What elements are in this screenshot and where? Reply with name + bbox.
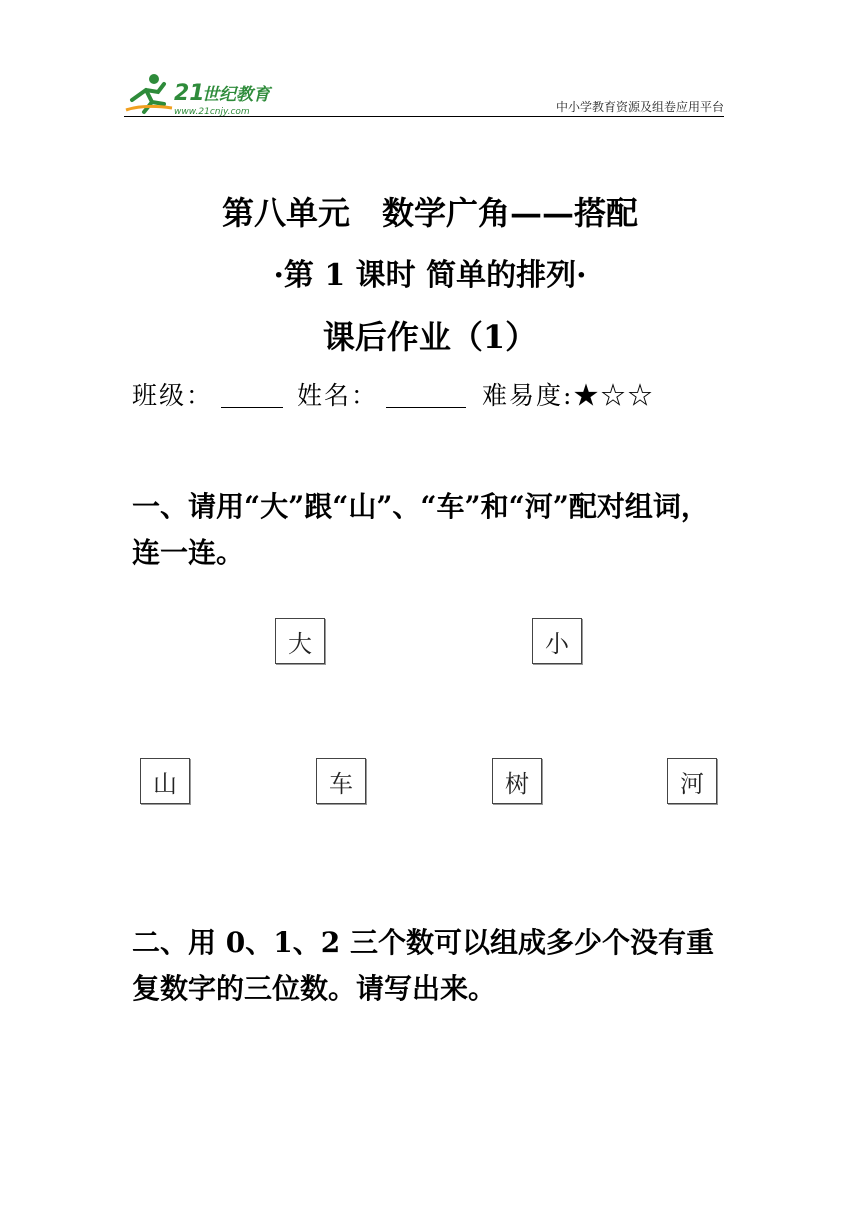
word-box-bottom[interactable]: 车 [316, 758, 366, 804]
svg-text:21: 21 [174, 81, 205, 106]
class-label: 班级： [132, 381, 214, 410]
svg-text:www.21cnjy.com: www.21cnjy.com [174, 107, 250, 117]
unit-title: 第八单元 数学广角——搭配 [221, 194, 638, 232]
page-header [124, 62, 724, 118]
difficulty-label: 难易度: [482, 381, 574, 410]
question-2: 二、用 0、1、2 三个数可以组成多少个没有重复数字的三位数。请写出来。 [132, 926, 714, 1005]
name-label: 姓名： [297, 381, 379, 410]
student-info-row [132, 376, 654, 412]
word-box-top[interactable]: 小 [532, 618, 582, 664]
word-box-top[interactable]: 大 [275, 618, 325, 664]
word-box-bottom[interactable]: 树 [492, 758, 542, 804]
svg-text:世纪教育: 世纪教育 [202, 85, 270, 105]
question-1: 一、请用“大”跟“山”、“车”和“河”配对组词，连一连。 [132, 490, 709, 569]
class-blank[interactable] [221, 381, 283, 408]
lesson-title: ·第 1 课时 简单的排列· [273, 258, 587, 293]
word-box-bottom[interactable]: 河 [667, 758, 717, 804]
homework-title: 课后作业（1） [322, 318, 538, 356]
difficulty-stars: ★☆☆ [573, 381, 655, 410]
header-divider [124, 116, 724, 117]
21cnjy-logo [124, 70, 294, 120]
name-blank[interactable] [386, 381, 466, 408]
word-box-bottom[interactable]: 山 [140, 758, 190, 804]
platform-tagline: 中小学教育资源及组卷应用平台 [555, 100, 724, 114]
